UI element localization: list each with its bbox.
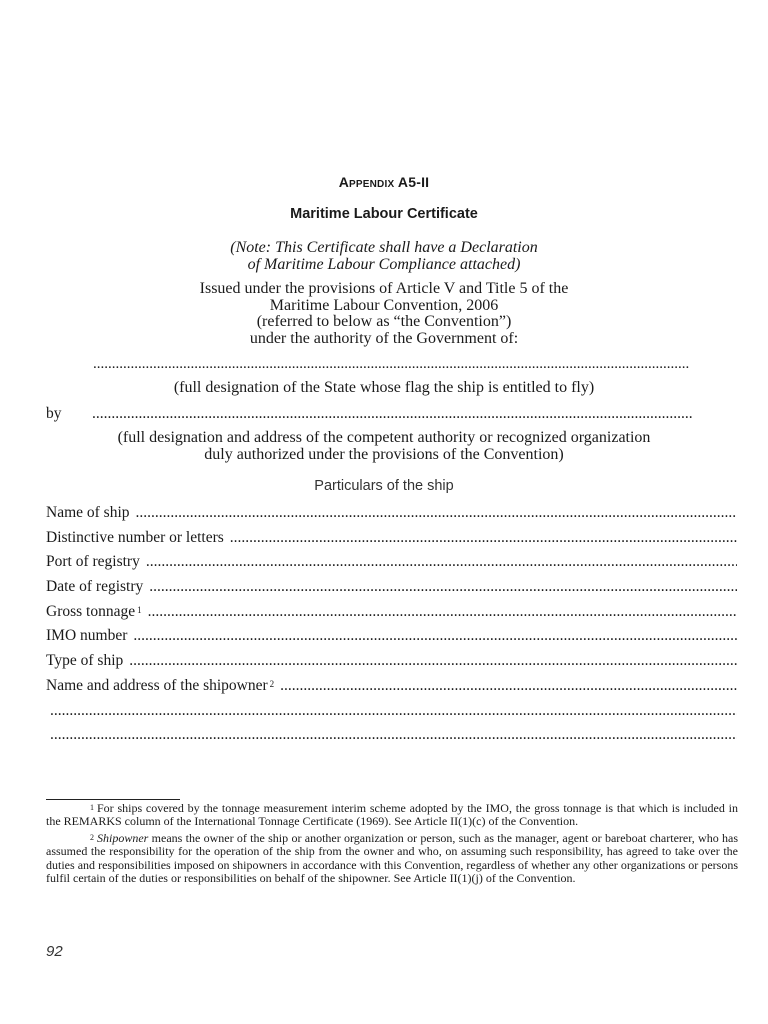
authority-caption-line-2: duly authorized under the provisions of the Convention) — [204, 446, 564, 463]
field-type-of-ship — [46, 651, 737, 676]
compliance-note — [0, 239, 768, 273]
field-fill-line[interactable] — [46, 725, 737, 744]
authority-fill-row — [46, 405, 692, 424]
by-label: by — [46, 405, 62, 422]
field-shipowner-continued-1 — [46, 701, 737, 726]
issued-line-1: Issued under the provisions of Article V and Title 5 of the — [199, 280, 569, 297]
issued-line-3: (referred to below as “the Convention”) — [256, 313, 512, 330]
page-number: 92 — [46, 943, 63, 960]
footnote-2 — [46, 832, 738, 886]
note-line-1: (Note: This Certificate shall have a Declaration — [230, 239, 538, 256]
ship-particulars-form — [46, 503, 737, 750]
footnote-divider — [46, 799, 180, 800]
appendix-number: A5-II — [397, 174, 430, 190]
appendix-heading — [0, 174, 768, 190]
field-fill-line[interactable] — [129, 651, 737, 670]
footnote-1-mark: 1 — [90, 803, 94, 812]
field-gross-tonnage — [46, 602, 737, 627]
field-distinctive-number — [46, 528, 737, 553]
field-date-of-registry — [46, 577, 737, 602]
authority-fill-line[interactable] — [92, 405, 692, 424]
footnote-2-term: Shipowner — [97, 830, 149, 845]
issued-line-4: under the authority of the Government of: — [249, 329, 519, 347]
footnotes — [46, 802, 738, 888]
field-shipowner — [46, 676, 737, 701]
authority-designation-caption — [0, 429, 768, 463]
field-shipowner-continued-2 — [46, 725, 737, 750]
footnote-1 — [46, 802, 738, 829]
footnote-2-mark: 2 — [90, 832, 94, 842]
field-label: Name and address of the shipowner $^2$ — [46, 676, 275, 694]
field-name-of-ship — [46, 503, 737, 528]
appendix-prefix: Appendix — [338, 174, 395, 190]
authority-caption-line-1: (full designation and address of the competent authority or recognized organization — [117, 429, 651, 446]
field-fill-line[interactable] — [133, 626, 737, 645]
field-label: Date of registry — [46, 578, 144, 596]
footnote-1-text: For ships covered by the tonnage measurement interim scheme adopted by the IMO, the gross tonnage is that which is included in the REMARKS column of the International Tonnage Certificate (1969). See Article II(1)(c) of the Convention. — [46, 801, 738, 829]
issued-line-2: Maritime Labour Convention, 2006 — [269, 296, 499, 314]
field-fill-line[interactable] — [46, 701, 737, 720]
particulars-heading: Particulars of the ship — [314, 478, 454, 494]
footnote-ref-1[interactable]: 1 — [137, 604, 142, 615]
note-line-2: of Maritime Labour Compliance attached) — [247, 256, 521, 273]
field-fill-line[interactable] — [280, 676, 737, 695]
footnote-2-text: means the owner of the ship or another organization or person, such as the manager, agent or bareboat charterer, who has assumed the responsibility for the operation of the ship from the owner and who, on assuming such responsibility, has agreed to take over the duties and responsibilities imposed on shipowners in accordance with this Convention, regardless of whether any other organizations or persons fulfil certain of the duties or responsibilities on behalf of the shipowner. See Article II(1)(j) of the Convention. — [46, 830, 738, 886]
field-label: Port of registry — [46, 553, 140, 571]
issuance-statement — [0, 281, 768, 347]
field-label: Type of ship — [46, 652, 124, 670]
field-fill-line[interactable] — [146, 552, 737, 571]
footnote-ref-2[interactable]: 2 — [269, 678, 275, 689]
certificate-title: Maritime Labour Certificate — [290, 206, 478, 222]
field-fill-line[interactable] — [149, 577, 737, 596]
field-fill-line[interactable] — [148, 602, 737, 621]
state-designation-caption: (full designation of the State whose flag the ship is entitled to fly) — [173, 379, 595, 396]
field-label: Gross tonnage $^1$ — [46, 602, 142, 620]
field-port-of-registry — [46, 552, 737, 577]
field-label: Distinctive number or letters — [46, 528, 224, 546]
field-imo-number — [46, 626, 737, 651]
field-label: IMO number — [46, 627, 128, 645]
government-fill-line[interactable] — [93, 356, 690, 374]
field-fill-line[interactable] — [230, 528, 737, 547]
field-fill-line[interactable] — [136, 503, 737, 522]
field-label: Name of ship — [46, 504, 130, 521]
